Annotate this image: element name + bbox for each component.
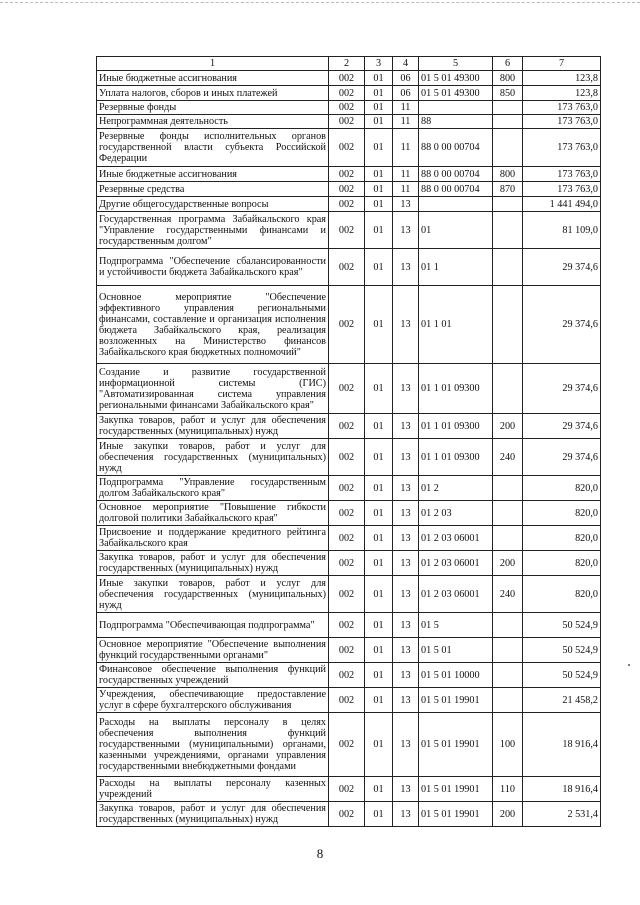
- row-amount: 29 374,6: [523, 249, 601, 286]
- row-target-article: 88: [419, 115, 493, 129]
- row-target-article: 01 2 03 06001: [419, 576, 493, 613]
- row-ministry-code: 002: [329, 129, 365, 167]
- row-ministry-code: 002: [329, 249, 365, 286]
- row-name: Расходы на выплаты персоналу в целях обеспечения выполнения функций государственными (муниципальными) органами, казенными учреждениями, органами управления государственными внебюджетными фондами: [97, 713, 329, 777]
- table-row: [97, 439, 601, 476]
- row-target-article: 88 0 00 00704: [419, 167, 493, 182]
- row-target-article: [419, 197, 493, 212]
- row-name: Иные закупки товаров, работ и услуг для обеспечения государственных (муниципальных) нужд: [97, 576, 329, 613]
- table-row: [97, 576, 601, 613]
- row-amount: 820,0: [523, 526, 601, 551]
- row-subsection: 13: [393, 197, 419, 212]
- row-target-article: 01 5 01 19901: [419, 688, 493, 713]
- row-expense-type: [493, 115, 523, 129]
- row-section: 01: [365, 129, 393, 167]
- row-name: Основное мероприятие "Обеспечение эффективного управления региональными финансами, составление и организация исполнения бюджета Забайкальского края, реализация возложенных на Министерство финансов Забайкальского края бюджетных полномочий": [97, 286, 329, 364]
- row-name: Резервные фонды исполнительных органов государственной власти субъекта Российской Федерации: [97, 129, 329, 167]
- row-section: 01: [365, 212, 393, 249]
- row-section: 01: [365, 613, 393, 638]
- table-body: [97, 71, 601, 827]
- header-col-2: 2: [329, 57, 365, 71]
- header-col-4: 4: [393, 57, 419, 71]
- row-expense-type: [493, 249, 523, 286]
- row-amount: 29 374,6: [523, 286, 601, 364]
- table-row: [97, 663, 601, 688]
- row-ministry-code: 002: [329, 688, 365, 713]
- row-target-article: 01: [419, 212, 493, 249]
- row-name: Резервные средства: [97, 182, 329, 197]
- row-ministry-code: 002: [329, 101, 365, 115]
- row-subsection: 13: [393, 476, 419, 501]
- row-amount: 50 524,9: [523, 613, 601, 638]
- table-row: [97, 476, 601, 501]
- table-row: [97, 802, 601, 827]
- row-amount: 18 916,4: [523, 777, 601, 802]
- header-col-1: 1: [97, 57, 329, 71]
- table-row: [97, 501, 601, 526]
- row-name: Учреждения, обеспечивающие предоставление услуг в сфере бухгалтерского обслуживания: [97, 688, 329, 713]
- row-ministry-code: 002: [329, 476, 365, 501]
- row-name: Подпрограмма "Обеспечивающая подпрограмма": [97, 613, 329, 638]
- row-subsection: 11: [393, 167, 419, 182]
- header-col-6: 6: [493, 57, 523, 71]
- row-target-article: 01 5: [419, 613, 493, 638]
- row-name: Закупка товаров, работ и услуг для обеспечения государственных (муниципальных) нужд: [97, 802, 329, 827]
- row-section: 01: [365, 576, 393, 613]
- row-expense-type: [493, 688, 523, 713]
- row-amount: 2 531,4: [523, 802, 601, 827]
- row-section: 01: [365, 249, 393, 286]
- row-target-article: 01 2: [419, 476, 493, 501]
- table-row: [97, 115, 601, 129]
- table-row: [97, 364, 601, 414]
- row-subsection: 13: [393, 364, 419, 414]
- table-row: [97, 713, 601, 777]
- row-target-article: [419, 101, 493, 115]
- row-expense-type: 200: [493, 414, 523, 439]
- row-section: 01: [365, 551, 393, 576]
- table-row: [97, 414, 601, 439]
- row-ministry-code: 002: [329, 576, 365, 613]
- row-name: Подпрограмма "Обеспечение сбалансированности и устойчивости бюджета Забайкальского края": [97, 249, 329, 286]
- row-section: 01: [365, 476, 393, 501]
- row-subsection: 13: [393, 713, 419, 777]
- row-expense-type: 200: [493, 802, 523, 827]
- row-name: Создание и развитие государственной информационной системы (ГИС) "Автоматизированная система управления региональными финансами Забайкальского края": [97, 364, 329, 414]
- row-ministry-code: 002: [329, 167, 365, 182]
- row-expense-type: 870: [493, 182, 523, 197]
- budget-table: [96, 56, 601, 827]
- row-amount: 18 916,4: [523, 713, 601, 777]
- row-target-article: 01 5 01 49300: [419, 86, 493, 101]
- row-amount: 820,0: [523, 476, 601, 501]
- row-target-article: 01 1: [419, 249, 493, 286]
- row-section: 01: [365, 638, 393, 663]
- row-subsection: 13: [393, 638, 419, 663]
- row-expense-type: 100: [493, 713, 523, 777]
- row-ministry-code: 002: [329, 439, 365, 476]
- header-col-7: 7: [523, 57, 601, 71]
- row-amount: 21 458,2: [523, 688, 601, 713]
- table-row: [97, 182, 601, 197]
- row-subsection: 13: [393, 576, 419, 613]
- row-amount: 173 763,0: [523, 167, 601, 182]
- row-section: 01: [365, 439, 393, 476]
- row-section: 01: [365, 414, 393, 439]
- row-ministry-code: 002: [329, 364, 365, 414]
- row-section: 01: [365, 713, 393, 777]
- table-row: [97, 688, 601, 713]
- row-expense-type: [493, 526, 523, 551]
- row-name: Иные закупки товаров, работ и услуг для обеспечения государственных (муниципальных) нужд: [97, 439, 329, 476]
- row-section: 01: [365, 101, 393, 115]
- row-section: 01: [365, 167, 393, 182]
- row-expense-type: [493, 364, 523, 414]
- row-subsection: 13: [393, 439, 419, 476]
- row-expense-type: 800: [493, 71, 523, 86]
- row-subsection: 13: [393, 414, 419, 439]
- row-section: 01: [365, 802, 393, 827]
- row-name: Финансовое обеспечение выполнения функций государственных учреждений: [97, 663, 329, 688]
- row-ministry-code: 002: [329, 551, 365, 576]
- table-row: [97, 167, 601, 182]
- table-row: [97, 129, 601, 167]
- row-ministry-code: 002: [329, 713, 365, 777]
- row-name: Резервные фонды: [97, 101, 329, 115]
- row-expense-type: 240: [493, 439, 523, 476]
- row-ministry-code: 002: [329, 638, 365, 663]
- row-subsection: 11: [393, 115, 419, 129]
- row-section: 01: [365, 688, 393, 713]
- row-subsection: 13: [393, 777, 419, 802]
- row-expense-type: [493, 286, 523, 364]
- row-name: Закупка товаров, работ и услуг для обеспечения государственных (муниципальных) нужд: [97, 551, 329, 576]
- row-expense-type: [493, 663, 523, 688]
- row-section: 01: [365, 501, 393, 526]
- row-name: Непрограммная деятельность: [97, 115, 329, 129]
- table-row: [97, 638, 601, 663]
- row-target-article: 01 1 01 09300: [419, 439, 493, 476]
- row-section: 01: [365, 663, 393, 688]
- row-target-article: 01 2 03 06001: [419, 551, 493, 576]
- row-target-article: 88 0 00 00704: [419, 129, 493, 167]
- row-subsection: 13: [393, 286, 419, 364]
- row-ministry-code: 002: [329, 802, 365, 827]
- row-ministry-code: 002: [329, 777, 365, 802]
- row-name: Подпрограмма "Управление государственным долгом Забайкальского края": [97, 476, 329, 501]
- row-expense-type: [493, 197, 523, 212]
- row-section: 01: [365, 197, 393, 212]
- row-ministry-code: 002: [329, 613, 365, 638]
- top-scan-rule: [0, 2, 640, 5]
- row-amount: 820,0: [523, 576, 601, 613]
- row-subsection: 11: [393, 182, 419, 197]
- row-name: Закупка товаров, работ и услуг для обеспечения государственных (муниципальных) нужд: [97, 414, 329, 439]
- row-expense-type: 110: [493, 777, 523, 802]
- row-amount: 173 763,0: [523, 115, 601, 129]
- table-header: [97, 57, 601, 71]
- row-target-article: 01 1 01: [419, 286, 493, 364]
- row-target-article: 01 5 01 19901: [419, 713, 493, 777]
- row-amount: 50 524,9: [523, 638, 601, 663]
- row-expense-type: [493, 613, 523, 638]
- row-ministry-code: 002: [329, 501, 365, 526]
- row-expense-type: 240: [493, 576, 523, 613]
- table-row: [97, 613, 601, 638]
- table-row: [97, 286, 601, 364]
- row-target-article: 01 5 01: [419, 638, 493, 663]
- row-amount: 173 763,0: [523, 101, 601, 115]
- row-subsection: 11: [393, 101, 419, 115]
- row-ministry-code: 002: [329, 71, 365, 86]
- row-section: 01: [365, 71, 393, 86]
- row-expense-type: [493, 101, 523, 115]
- row-target-article: 01 1 01 09300: [419, 414, 493, 439]
- row-ministry-code: 002: [329, 182, 365, 197]
- row-name: Государственная программа Забайкальского края "Управление государственными финансами и государственным долгом": [97, 212, 329, 249]
- row-name: Расходы на выплаты персоналу казенных учреждений: [97, 777, 329, 802]
- row-expense-type: [493, 212, 523, 249]
- row-expense-type: [493, 476, 523, 501]
- table-row: [97, 86, 601, 101]
- row-amount: 173 763,0: [523, 182, 601, 197]
- row-target-article: 01 5 01 10000: [419, 663, 493, 688]
- row-target-article: 88 0 00 00704: [419, 182, 493, 197]
- row-name: Основное мероприятие "Обеспечение выполнения функций государственными органами": [97, 638, 329, 663]
- row-ministry-code: 002: [329, 197, 365, 212]
- table-row: [97, 212, 601, 249]
- row-section: 01: [365, 777, 393, 802]
- row-target-article: 01 5 01 19901: [419, 777, 493, 802]
- row-ministry-code: 002: [329, 414, 365, 439]
- row-subsection: 06: [393, 86, 419, 101]
- row-ministry-code: 002: [329, 115, 365, 129]
- row-ministry-code: 002: [329, 663, 365, 688]
- row-expense-type: 800: [493, 167, 523, 182]
- table-row: [97, 249, 601, 286]
- row-amount: 29 374,6: [523, 364, 601, 414]
- row-subsection: 13: [393, 212, 419, 249]
- row-amount: 29 374,6: [523, 439, 601, 476]
- row-amount: 173 763,0: [523, 129, 601, 167]
- row-section: 01: [365, 364, 393, 414]
- table-row: [97, 71, 601, 86]
- row-ministry-code: 002: [329, 86, 365, 101]
- table-row: [97, 197, 601, 212]
- row-expense-type: [493, 129, 523, 167]
- table-row: [97, 777, 601, 802]
- row-ministry-code: 002: [329, 286, 365, 364]
- row-amount: 123,8: [523, 71, 601, 86]
- row-target-article: 01 5 01 49300: [419, 71, 493, 86]
- row-subsection: 13: [393, 249, 419, 286]
- row-amount: 50 524,9: [523, 663, 601, 688]
- row-section: 01: [365, 182, 393, 197]
- row-name: Иные бюджетные ассигнования: [97, 167, 329, 182]
- row-target-article: 01 5 01 19901: [419, 802, 493, 827]
- row-amount: 123,8: [523, 86, 601, 101]
- row-ministry-code: 002: [329, 212, 365, 249]
- row-subsection: 13: [393, 613, 419, 638]
- row-expense-type: 200: [493, 551, 523, 576]
- row-amount: 1 441 494,0: [523, 197, 601, 212]
- table-row: [97, 526, 601, 551]
- page-number: 8: [316, 846, 324, 861]
- row-amount: 820,0: [523, 501, 601, 526]
- table-row: [97, 551, 601, 576]
- table-row: [97, 101, 601, 115]
- scan-speck: [628, 664, 630, 666]
- row-name: Иные бюджетные ассигнования: [97, 71, 329, 86]
- row-subsection: 11: [393, 129, 419, 167]
- row-expense-type: [493, 638, 523, 663]
- row-subsection: 13: [393, 526, 419, 551]
- row-target-article: 01 2 03: [419, 501, 493, 526]
- row-ministry-code: 002: [329, 526, 365, 551]
- row-name: Уплата налогов, сборов и иных платежей: [97, 86, 329, 101]
- row-target-article: 01 2 03 06001: [419, 526, 493, 551]
- header-col-5: 5: [419, 57, 493, 71]
- row-section: 01: [365, 286, 393, 364]
- row-name: Основное мероприятие "Повышение гибкости долговой политики Забайкальского края": [97, 501, 329, 526]
- row-subsection: 13: [393, 551, 419, 576]
- row-amount: 81 109,0: [523, 212, 601, 249]
- row-amount: 29 374,6: [523, 414, 601, 439]
- row-subsection: 13: [393, 688, 419, 713]
- row-amount: 820,0: [523, 551, 601, 576]
- header-col-3: 3: [365, 57, 393, 71]
- row-expense-type: 850: [493, 86, 523, 101]
- row-target-article: 01 1 01 09300: [419, 364, 493, 414]
- header-row: [97, 57, 601, 71]
- row-subsection: 06: [393, 71, 419, 86]
- row-subsection: 13: [393, 501, 419, 526]
- row-name: Другие общегосударственные вопросы: [97, 197, 329, 212]
- row-section: 01: [365, 115, 393, 129]
- row-subsection: 13: [393, 663, 419, 688]
- row-name: Присвоение и поддержание кредитного рейтинга Забайкальского края: [97, 526, 329, 551]
- row-subsection: 13: [393, 802, 419, 827]
- row-expense-type: [493, 501, 523, 526]
- row-section: 01: [365, 86, 393, 101]
- row-section: 01: [365, 526, 393, 551]
